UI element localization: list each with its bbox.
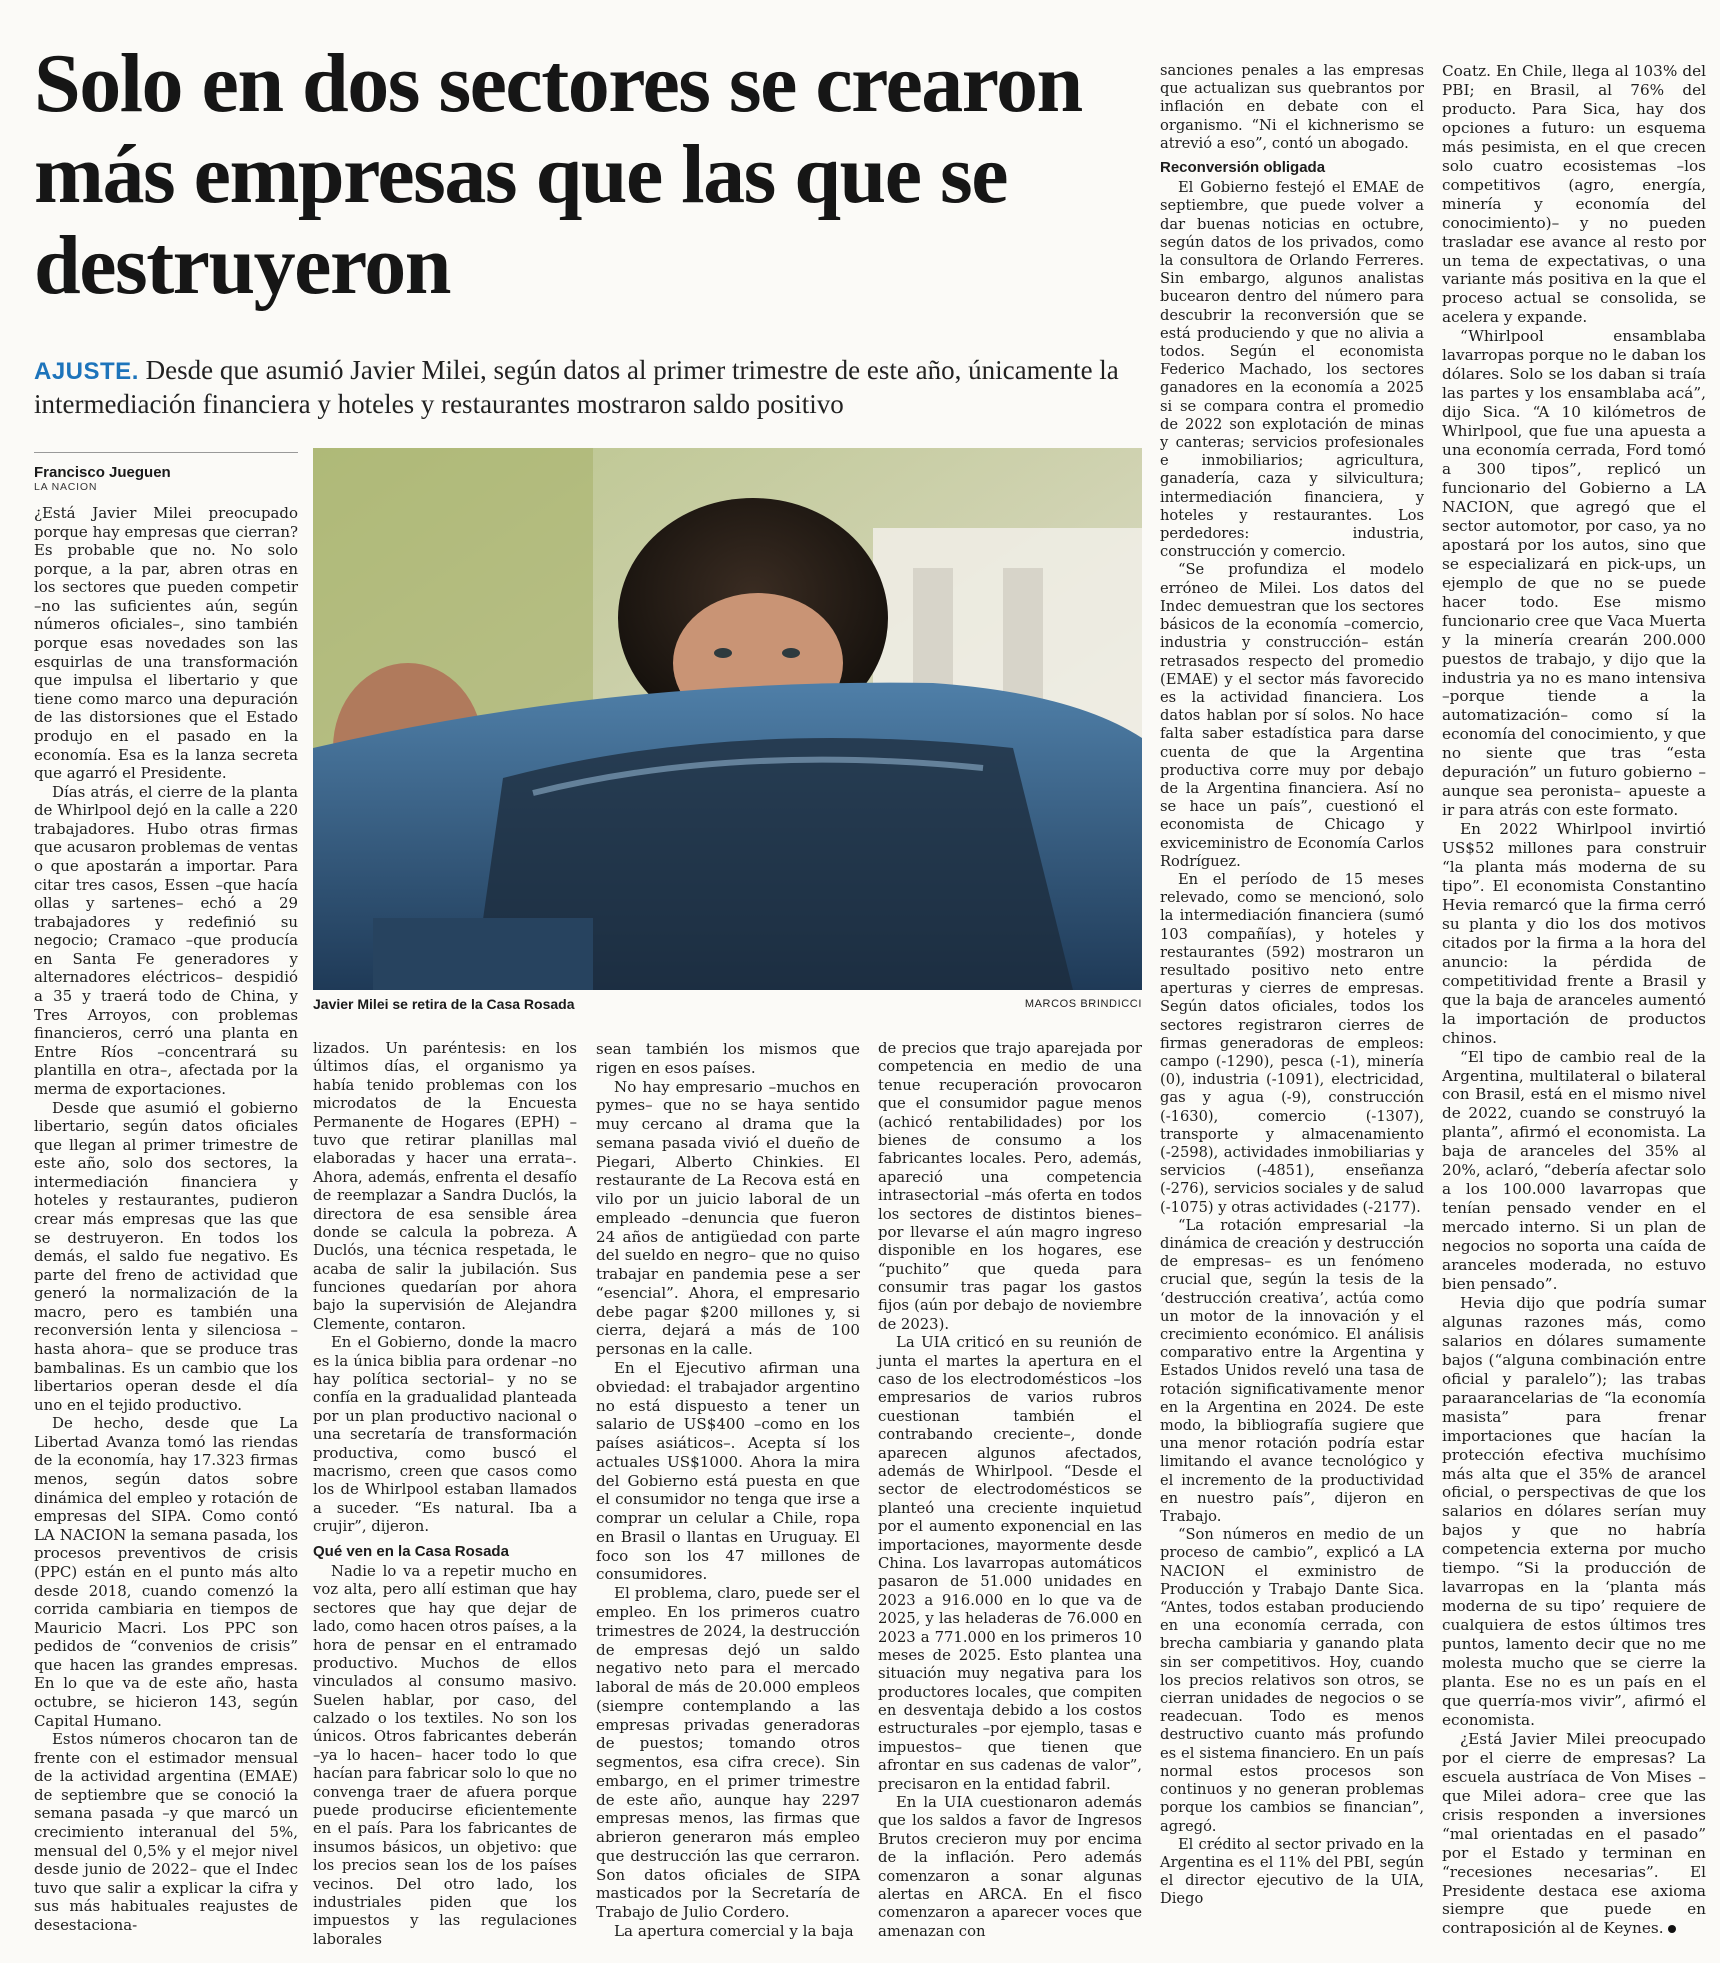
column-3 bbox=[596, 1040, 860, 1941]
paragraph: El crédito al sector privado en la Argentina es el 11% del PBI, según el director ejecutivo de la UIA, Diego bbox=[1160, 1835, 1424, 1908]
paragraph: La UIA criticó en su reunión de junta el martes la apertura en el caso de los electrodomésticos –los empresarios de varios rubros cuestionan también el contrabando creciente–, donde aparecen algunos afectados, además de Whirlpool. “Desde el sector de electrodomésticos se planteó una creciente inquietud por el aumento exponencial en las importaciones, mayormente desde China. Los lavarropas automáticos pasaron de 51.000 unidades en 2023 a 916.000 en lo que va de 2025, y las heladeras de 76.000 en 2023 a 771.000 en los primeros 10 meses de 2025. Esto plantea una situación muy negativa para los productores locales, que compiten en desventaja debido a los costos estructurales –por ejemplo, tasas e impuestos– que tienen que afrontar en sus cadenas de valor”, precisaron en la entidad fabril. bbox=[878, 1334, 1142, 1793]
paragraph: de precios que trajo aparejada por competencia en medio de una tenue recuperación provocaron que el consumidor pague menos (achicó rentabilidades) por los bienes de consumo a los fabricantes locales. Pero, además, apareció una competencia intrasectorial –más oferta en todos los sectores de distintos bienes– por llevarse el aún magro ingreso disponible en los hogares, ese “puchito” que queda para consumir tras pagar los gastos fijos (aún por debajo de noviembre de 2023). bbox=[878, 1040, 1142, 1333]
paragraph: “El tipo de cambio real de la Argentina, multilateral o bilateral con Brasil, está en el mismo nivel de 2022, cuando se construyó la planta”, afirmó el economista. La baja de aranceles del 35% al 20%, aclaró, “debería afectar solo a los 100.000 lavarropas que tenían pensado vender en el mercado interno. Si un plan de negocios no soporta una caída de aranceles moderada, no estuvo bien pensado”. bbox=[1442, 1047, 1706, 1293]
paragraph: “La rotación empresarial –la dinámica de creación y destrucción de empresas– es un fenómeno crucial que, según la tesis de la ‘destrucción creativa’, actúa como un motor de la innovación y el crecimiento económico. El análisis comparativo entre la Argentina y Estados Unidos reveló una tasa de rotación significativamente menor en la Argentina en 2024. De este modo, la bibliografía sugiere que una menor rotación podría estar limitando el avance tecnológico y el incremento de la productividad en nuestro país”, dijeron en Trabajo. bbox=[1160, 1216, 1424, 1526]
final-paragraph-text: ¿Está Javier Milei preocupado por el cierre de empresas? La escuela austríaca de Von Mises –que Milei adora– cree que las crisis responden a inversiones “mal orientadas en el pasado” por el Estado y terminan en “recesiones necesarias”. El Presidente destaca ese axioma siempre que puede en contraposición al de Keynes. bbox=[1442, 1729, 1706, 1938]
paragraph: lizados. Un paréntesis: en los últimos días, el organismo ya había tenido problemas con los microdatos de la Encuesta Permanente de Hogares (EPH) –tuvo que retirar planillas mal elaboradas y hacer una errata–. Ahora, además, enfrenta el desafío de reemplazar a Sandra Duclós, la directora de esa sensible área donde se calcula la pobreza. A Duclós, una técnica respetada, le acaba de salir la jubilación. Sus funciones quedarían por ahora bajo la supervisión de Alejandra Clemente, contaron. bbox=[313, 1040, 577, 1333]
author-name: Francisco Jueguen bbox=[34, 464, 171, 481]
paragraph: “Whirlpool ensamblaba lavarropas porque no le daban los dólares. Solo se los daban si traía las partes y los ensamblaba acá”, dijo Sica. “A 10 kilómetros de Whirlpool, que fue una apuesta a una economía cerrada, Ford tomó a 300 tipos”, replicó un funcionario del Gobierno a LA NACION, que agregó que el sector automotor, por caso, ya no apostará por los autos, sino que se especializará en pick-ups, un ejemplo de que no se puede hacer todo. Ese mismo funcionario cree que Vaca Muerta y la minería crearán 200.000 puestos de trabajo, y dijo que la industria ya no es mano intensiva –porque tiende a la automatización– como sí la economía del conocimiento, y que no siente que tras “esta depuración” un futuro gobierno –aunque sea peronista– apueste a ir para atrás con este formato. bbox=[1442, 327, 1706, 820]
column-1 bbox=[34, 504, 298, 1935]
paragraph: ¿Está Javier Milei preocupado porque hay empresas que cierran? Es probable que no. No solo porque, a la par, abren otras en los sectores que pueden competir –no las suficientes aún, según números oficiales–, sino también porque esas novedades son las esquirlas de una transformación que impulsa el libertario y que tiene como marco una depuración de las distorsiones que el Estado produjo en el pasado en la economía. Esa es la lanza secreta que agarró el Presidente. bbox=[34, 504, 298, 783]
deck bbox=[34, 354, 1144, 420]
column-5 bbox=[1160, 62, 1424, 1909]
article-photo bbox=[313, 448, 1142, 990]
column-6 bbox=[1442, 62, 1706, 1938]
photo-caption: Javier Milei se retira de la Casa Rosada bbox=[313, 996, 575, 1012]
photo-caption-bar bbox=[313, 996, 1142, 1012]
author-outlet: LA NACION bbox=[34, 481, 98, 493]
byline bbox=[34, 464, 298, 493]
deck-text: Desde que asumió Javier Milei, según datos al primer trimestre de este año, únicamente la intermediación financiera y hoteles y restaurantes mostraron saldo positivo bbox=[34, 355, 1119, 419]
paragraph: Hevia dijo que podría sumar algunas razones más, como salarios en dólares sumamente bajos (“alguna combinación entre oficial y paralelo”); las trabas paraarancelarias de “la economía masista” para frenar importaciones que hacían la protección efectiva muchísimo más alta que el 35% de arancel oficial, o perspectivas de que los salarios en dólares serían muy bajos y que no habría competencia externa por mucho tiempo. “Si la producción de lavarropas en la ‘planta más moderna de su tipo’ requiere de cualquiera de estos últimos tres puntos, lamento decir que no me molesta mucho que se cierre la planta. Ese no es un país en el que querría-mos vivir”, afirmó el economista. bbox=[1442, 1293, 1706, 1729]
paragraph: En la UIA cuestionaron además que los saldos a favor de Ingresos Brutos crecieron muy por encima de la inflación. Pero además comenzaron a sonar algunas alertas en ARCA. En el fisco comenzaron a aparecer voces que amenazan con bbox=[878, 1794, 1142, 1940]
column-2 bbox=[313, 1040, 577, 1949]
paragraph: En 2022 Whirlpool invirtió US$52 millones para construir “la planta más moderna de su tipo”. El economista Constantino Hevia remarcó que la firma cerró su planta y dio los dos motivos citados por la firma a la hora del anuncio: la pérdida de competitividad frente a Brasil y que la baja de aranceles aumentó la importación de productos chinos. bbox=[1442, 820, 1706, 1047]
paragraph: La apertura comercial y la baja bbox=[614, 1921, 854, 1940]
end-mark-icon bbox=[1668, 1925, 1676, 1933]
paragraph: En el período de 15 meses relevado, como se mencionó, solo la intermediación financiera (sumó 103 compañías), y hoteles y restaurantes (592) mostraron un resultado positivo neto entre aperturas y cierres de empresas. Según datos oficiales, todos los sectores registraron cierres de firmas generadoras de empleos: campo (-1290), pesca (-1), minería (0), industria (-1091), electricidad, gas y agua (-9), construcción (-1630), comercio (-1307), transporte y almacenamiento (-2598), actividades inmobiliarias y servicios (-4851), enseñanza (-276), servicios sociales y de salud (-1075) y otras actividades (-2177). bbox=[1160, 870, 1424, 1216]
paragraph: Nadie lo va a repetir mucho en voz alta, pero allí estiman que hay sectores que hay que dejar de lado, como hacen otros países, a la hora de pensar en el entramado productivo. Muchos de ellos vinculados al consumo masivo. Suelen hablar, por caso, del calzado o los textiles. No son los únicos. Otros fabricantes deberán –ya lo hacen– hacer todo lo que hacían para fabricar solo lo que no convenga traer de afuera porque puede producirse eficientemente en el país. Para los fabricantes de insumos básicos, un objetivo: que los precios sean los de los países vecinos. Del otro lado, los industriales piden que los impuestos y las regulaciones laborales bbox=[313, 1562, 577, 1948]
photo-credit: MARCOS BRINDICCI bbox=[1024, 998, 1142, 1010]
byline-rule bbox=[34, 452, 298, 453]
paragraph: No hay empresario –muchos en pymes– que no se haya sentido muy cercano al drama que la semana pasada vivió el dueño de Piegari, Alberto Chinkies. El restaurante de La Recova está en vilo por un juicio laboral de un empleado –denuncia que fueron 24 años de antigüedad con parte del sueldo en negro– que no quiso trabajar en pandemia pese a ser “esencial”. Ahora, el empresario debe pagar $200 millones y, si cierra, dejará a más de 100 personas en la calle. bbox=[596, 1077, 860, 1359]
paragraph: En el Ejecutivo afirman una obviedad: el trabajador argentino no está dispuesto a tener un salario de US$400 –como en los países asiáticos–. Acepta sí los actuales US$1000. Ahora la mira del Gobierno está puesta en que el consumidor no tenga que irse a comprar un celular a Chile, ropa en Brasil o llantas en Uruguay. El foco son los 47 millones de consumidores. bbox=[596, 1359, 860, 1584]
paragraph: Desde que asumió el gobierno libertario, según datos oficiales que llegan al primer trimestre de este año, solo dos sectores, la intermediación financiera y hoteles y restaurantes, pudieron crear más empresas que las que se destruyeron. En todos los demás, el saldo fue negativo. Es parte del freno de actividad que generó la normalización de la macro, pero es también una reconversión lenta y silenciosa –hasta ahora– que se produce tras bambalinas. Es un cambio que los libertarios operan desde el día uno en el tejido productivo. bbox=[34, 1098, 298, 1414]
paragraph: sean también los mismos que rigen en esos países. bbox=[596, 1040, 860, 1077]
photo-illustration bbox=[313, 448, 1142, 990]
column-4 bbox=[878, 1040, 1142, 1941]
paragraph: Días atrás, el cierre de la planta de Whirlpool dejó en la calle a 220 trabajadores. Hubo otras firmas que acusaron problemas de ventas o que apostarán a importar. Para citar tres casos, Essen –que hacía ollas y sartenes– echó a 29 trabajadores y redefinió su negocio; Cramaco –que producía en Santa Fe generadores y alternadores eléctricos– despidió a 35 y traerá todo de China, y Tres Arroyos, con problemas financieros, cerró una planta en Entre Ríos –concentrará su plantilla en otra–, afectada por la merma de exportaciones. bbox=[34, 782, 298, 1098]
paragraph bbox=[1442, 1730, 1706, 1938]
kicker: AJUSTE. bbox=[34, 358, 139, 385]
paragraph: sanciones penales a las empresas que actualizan sus quebrantos por inflación en debate con el organismo. “Ni el kichnerismo se atrevió a eso”, contó un abogado. bbox=[1160, 62, 1424, 152]
paragraph: El problema, claro, puede ser el empleo. En los primeros cuatro trimestres de 2024, la destrucción de empresas dejó un saldo negativo neto para el mercado laboral de más de 20.000 empleos (siempre contemplando a las empresas privadas generadoras de puestos; tomando otros segmentos, esa cifra crece). Sin embargo, en el primer trimestre de este año, aunque hay 2297 empresas menos, las firmas que abrieron generaron más empleo que destrucción las que cerraron. Son datos oficiales de SIPA masticados por la Secretaría de Trabajo de Julio Cordero. bbox=[596, 1584, 860, 1922]
paragraph: “Son números en medio de un proceso de cambio”, explicó a LA NACION el exministro de Producción y Trabajo Dante Sica. “Antes, todos estaban produciendo en una economía cerrada, con brecha cambiaria y ganando plata sin ser competitivos. Hoy, cuando los precios relativos son otros, se cierran unidades de negocios o se readecuan. Todo es menos destructivo cuanto más profundo es el sistema financiero. En un país normal estos procesos son continuos y no generan problemas porque los cambios se financian”, agregó. bbox=[1160, 1526, 1424, 1835]
subhead: Reconversión obligada bbox=[1160, 159, 1326, 177]
headline: Solo en dos sectores se crearon más empresas que las que se destruyeron bbox=[34, 37, 1082, 312]
paragraph: En el Gobierno, donde la macro es la única biblia para ordenar –no hay política sectorial– y no se confía en la gradualidad planteada por un plan productivo nacional o una secretaría de transformación productiva, como buscó el macrismo, creen que casos como los de Whirlpool estaban llamados a suceder. “Es natural. Iba a crujir”, dijeron. bbox=[313, 1334, 577, 1536]
paragraph: De hecho, desde que La Libertad Avanza tomó las riendas de la economía, hay 17.323 firmas menos, según datos sobre dinámica del empleo y rotación de empresas del SIPA. Como contó LA NACION la semana pasada, los procesos preventivos de crisis (PPC) están en el punto más alto desde 2018, cuando comenzó la corrida cambiaria en tiempos de Mauricio Macri. Los PPC son pedidos de “convenios de crisis” que hacen las grandes empresas. En lo que va de este año, hasta octubre, se hicieron 143, según Capital Humano. bbox=[34, 1414, 298, 1730]
paragraph: El Gobierno festejó el EMAE de septiembre, que puede volver a dar buenas noticias en octubre, según datos de los privados, como la consultora de Orlando Ferreres. Sin embargo, algunos analistas bucearon dentro del número para descubrir la reconversión que se está produciendo y que no alivia a todos. Según el economista Federico Machado, los sectores ganadores en la economía a 2025 si se compara contra el promedio de 2022 son explotación de minas y canteras; servicios profesionales e inmobiliarios; agricultura, ganadería, caza y silvicultura; intermediación financiera, y hoteles y restaurantes. Los perdedores: industria, construcción y comercio. bbox=[1160, 179, 1424, 561]
paragraph: “Se profundiza el modelo erróneo de Milei. Los datos del Indec demuestran que los sectores básicos de la economía –comercio, industria y construcción– están retrasados respecto del promedio (EMAE) y el sector más favorecido es la actividad financiera. Los datos hablan por sí solos. No hace falta saber estadística para darse cuenta de que la Argentina productiva corre muy por debajo de la Argentina financiera. Así no se hace un país”, cuestionó el economista de Chicago y exviceministro de Economía Carlos Rodríguez. bbox=[1160, 561, 1424, 870]
subhead: Qué ven en la Casa Rosada bbox=[313, 1542, 509, 1560]
paragraph: Coatz. En Chile, llega al 103% del PBI; en Brasil, al 76% del producto. Para Sica, hay dos opciones a futuro: un esquema más pesimista, en el que crecen solo cuatro ecosistemas –los competitivos (agro, energía, minería y economía del conocimiento)– y no pueden trasladar ese avance al resto por un tema de expectativas, o una variante más positiva en la que el proceso actual se consolida, se acelera y expande. bbox=[1442, 62, 1706, 327]
paragraph: Estos números chocaron tan de frente con el estimador mensual de la actividad argentina (EMAE) de septiembre que se conoció la semana pasada –y que marcó un crecimiento interanual del 5%, mensual del 0,5% y el mejor nivel desde junio de 2022– que el Indec tuvo que salir a explicar la cifra y sus más habituales reajustes de desestaciona- bbox=[34, 1730, 298, 1934]
